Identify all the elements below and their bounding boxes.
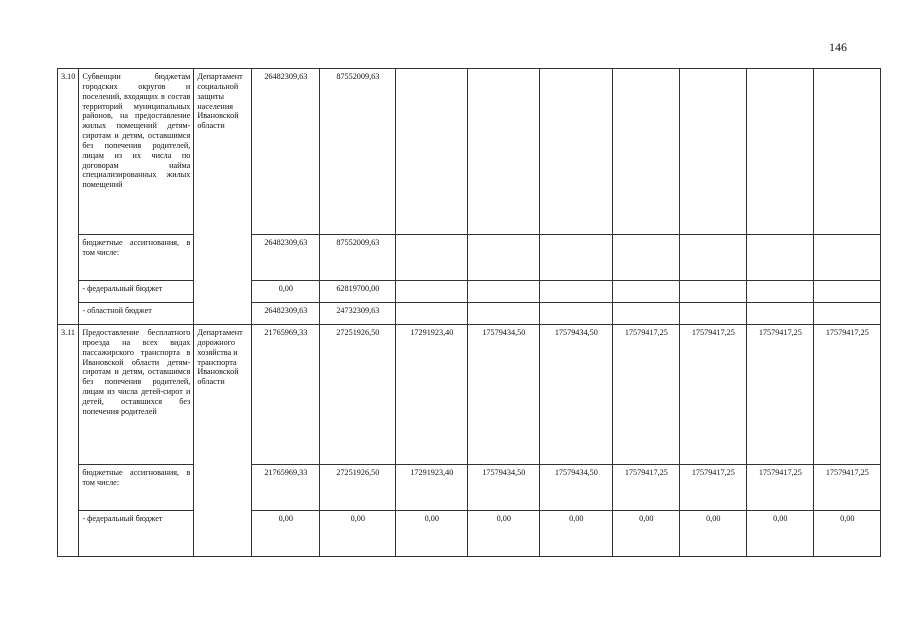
table-row xyxy=(58,303,881,325)
value-cell: 87552009,63 xyxy=(320,235,396,281)
page-number: 146 xyxy=(829,40,847,54)
value-cell: 17579434,50 xyxy=(468,465,540,511)
value-cell: 0,00 xyxy=(680,511,747,557)
value-cell: 17291923,40 xyxy=(396,465,468,511)
measure-title: Предоставление бесплатного проезда на всех видах пассажирского транспорта в Ивановской области детям-сиротам и детям, оставшимся без попечения родителей, лицам из числа детей-сирот и детей, оставшихся без попечения родителей xyxy=(79,325,194,465)
value-cell: 21765969,33 xyxy=(252,465,320,511)
value-cell xyxy=(613,303,680,325)
department-name: Департамент дорожного хозяйства и транспорта Ивановской области xyxy=(194,325,252,557)
value-cell: 27251926,50 xyxy=(320,325,396,465)
value-cell xyxy=(747,281,814,303)
value-cell xyxy=(747,235,814,281)
value-cell: 26482309,63 xyxy=(252,235,320,281)
value-cell: 0,00 xyxy=(613,511,680,557)
row-label: - федеральный бюджет xyxy=(79,511,194,557)
value-cell: 0,00 xyxy=(252,511,320,557)
value-cell xyxy=(613,69,680,235)
value-cell: 17579434,50 xyxy=(540,465,613,511)
value-cell: 17579417,25 xyxy=(613,325,680,465)
value-cell xyxy=(814,303,881,325)
value-cell: 17579417,25 xyxy=(814,465,881,511)
value-cell xyxy=(396,281,468,303)
value-cell: 17579417,25 xyxy=(613,465,680,511)
value-cell xyxy=(396,235,468,281)
value-cell xyxy=(468,235,540,281)
value-cell xyxy=(680,235,747,281)
department-name: Департамент социальной защиты населения Ивановской области xyxy=(194,69,252,325)
value-cell: 0,00 xyxy=(814,511,881,557)
value-cell: 0,00 xyxy=(540,511,613,557)
table-row xyxy=(58,465,881,511)
value-cell xyxy=(747,303,814,325)
row-label: - федеральный бюджет xyxy=(79,281,194,303)
value-cell: 17579417,25 xyxy=(680,465,747,511)
value-cell: 17579417,25 xyxy=(747,325,814,465)
table-row xyxy=(58,235,881,281)
value-cell: 0,00 xyxy=(396,511,468,557)
row-index: 3.10 xyxy=(58,69,79,325)
value-cell: 62819700,00 xyxy=(320,281,396,303)
value-cell xyxy=(468,281,540,303)
value-cell: 17579417,25 xyxy=(814,325,881,465)
row-label: бюджетные ассигнования, в том числе: xyxy=(79,465,194,511)
value-cell: 24732309,63 xyxy=(320,303,396,325)
value-cell xyxy=(396,69,468,235)
value-cell xyxy=(468,69,540,235)
budget-table xyxy=(57,68,881,557)
table-row xyxy=(58,69,881,235)
value-cell xyxy=(396,303,468,325)
table-row xyxy=(58,325,881,465)
measure-title: Субвенции бюджетам городских округов и поселений, входящих в состав территорий муниципальных районов, на предоставление жилых помещений детям-сиротам и детям, оставшимся без попечения родителей, лицам из их числа по договорам найма специализированных жилых помещений xyxy=(79,69,194,235)
table-row xyxy=(58,281,881,303)
value-cell: 17579434,50 xyxy=(468,325,540,465)
value-cell: 17579417,25 xyxy=(747,465,814,511)
value-cell xyxy=(540,235,613,281)
row-label: бюджетные ассигнования, в том числе: xyxy=(79,235,194,281)
value-cell: 0,00 xyxy=(252,281,320,303)
value-cell: 0,00 xyxy=(747,511,814,557)
value-cell xyxy=(468,303,540,325)
value-cell xyxy=(613,281,680,303)
value-cell: 0,00 xyxy=(468,511,540,557)
value-cell: 17579434,50 xyxy=(540,325,613,465)
value-cell: 17579417,25 xyxy=(680,325,747,465)
value-cell xyxy=(680,281,747,303)
value-cell xyxy=(680,69,747,235)
value-cell xyxy=(613,235,680,281)
value-cell xyxy=(540,281,613,303)
value-cell xyxy=(814,69,881,235)
value-cell: 26482309,63 xyxy=(252,69,320,235)
table-row xyxy=(58,511,881,557)
value-cell: 0,00 xyxy=(320,511,396,557)
value-cell: 17291923,40 xyxy=(396,325,468,465)
value-cell xyxy=(747,69,814,235)
value-cell xyxy=(540,303,613,325)
value-cell xyxy=(814,281,881,303)
value-cell: 26482309,63 xyxy=(252,303,320,325)
value-cell xyxy=(680,303,747,325)
value-cell xyxy=(814,235,881,281)
value-cell: 87552009,63 xyxy=(320,69,396,235)
value-cell: 27251926,50 xyxy=(320,465,396,511)
value-cell: 21765969,33 xyxy=(252,325,320,465)
row-index: 3.11 xyxy=(58,325,79,557)
value-cell xyxy=(540,69,613,235)
row-label: - областной бюджет xyxy=(79,303,194,325)
